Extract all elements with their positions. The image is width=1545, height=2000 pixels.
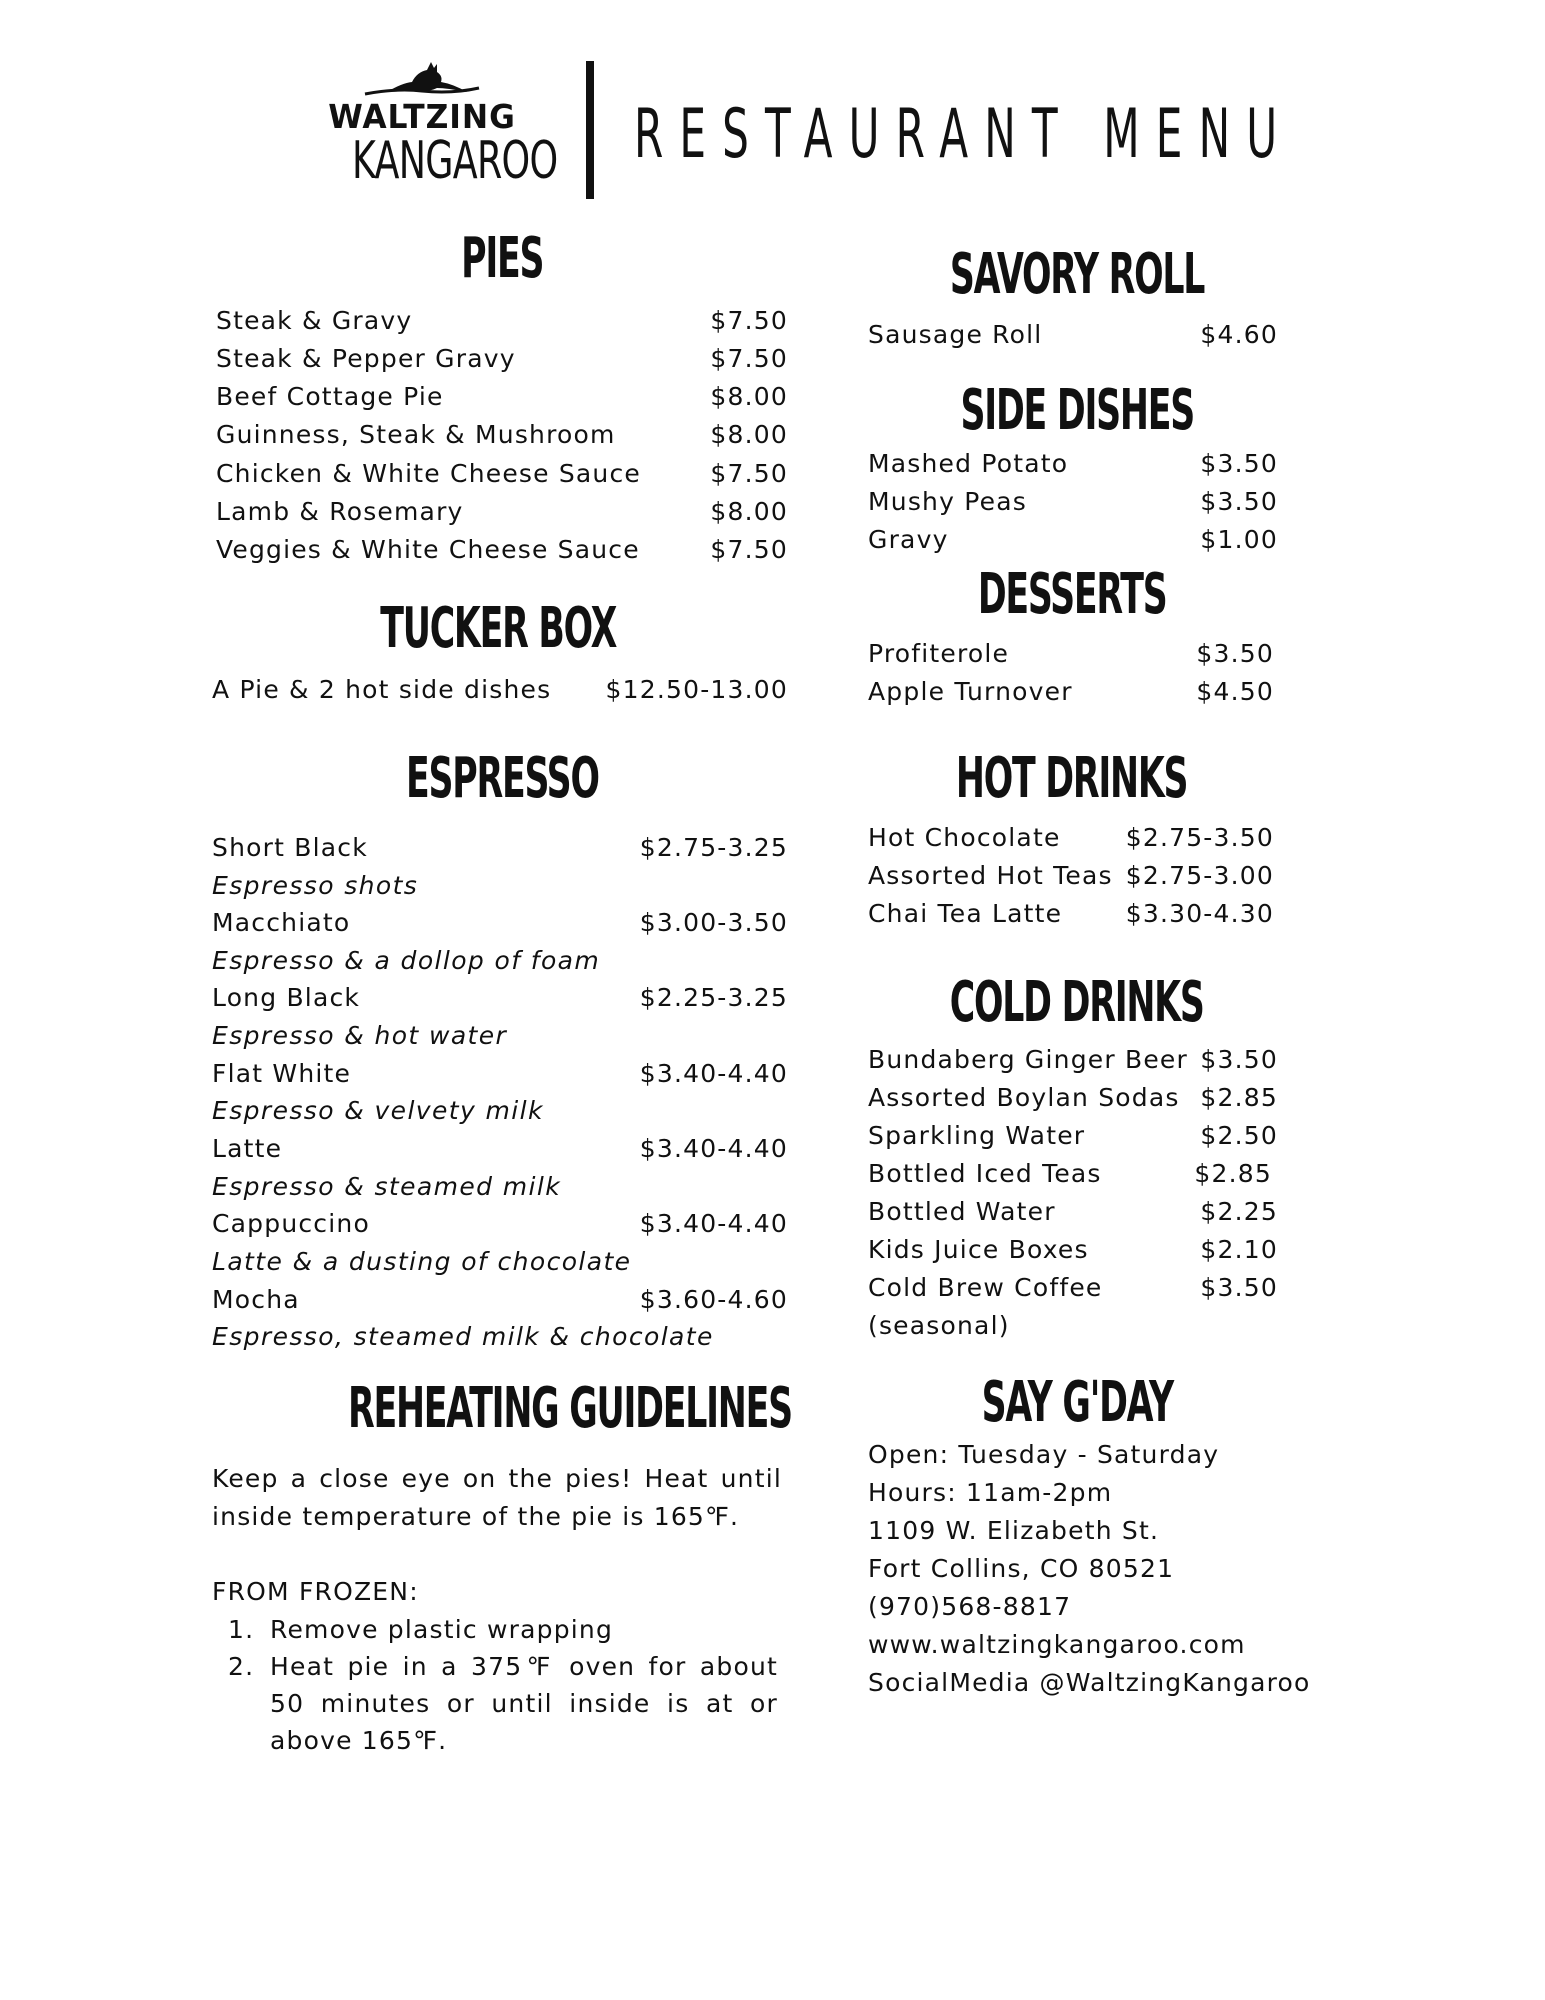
menu-item: Bottled Iced Teas $2.85 <box>868 1159 1272 1188</box>
brand-logo <box>322 58 558 191</box>
menu-item: Guinness, Steak & Mushroom $8.00 <box>216 420 788 449</box>
menu-item: Bundaberg Ginger Beer $3.50 <box>868 1045 1278 1074</box>
menu-item: Mocha $3.60-4.60 <box>212 1285 788 1314</box>
section-heading-tucker-box: TUCKER BOX <box>380 596 616 661</box>
menu-item: Flat White $3.40-4.40 <box>212 1059 788 1088</box>
menu-item-description: Espresso & steamed milk <box>212 1172 562 1201</box>
menu-item: Profiterole $3.50 <box>868 639 1274 668</box>
menu-item: Sausage Roll $4.60 <box>868 320 1278 349</box>
menu-item-description: Espresso, steamed milk & chocolate <box>212 1322 714 1351</box>
menu-item-description: Espresso & a dollop of foam <box>212 946 601 975</box>
section-heading-reheating: REHEATING GUIDELINES <box>348 1376 792 1441</box>
menu-item-description: Espresso & hot water <box>212 1021 508 1050</box>
section-heading-cold-drinks: COLD DRINKS <box>949 970 1204 1035</box>
section-heading-side-dishes: SIDE DISHES <box>960 378 1194 443</box>
reheating-step: 2. Heat pie in a 375℉ oven for about 50 minutes or until inside is at or above 165℉. <box>228 1652 778 1755</box>
info-website: www.waltzingkangaroo.com <box>868 1630 1246 1659</box>
page-title: RESTAURANT MENU <box>634 95 1294 174</box>
menu-item-description: Espresso shots <box>212 871 419 900</box>
info-hours-days: Open: Tuesday - Saturday <box>868 1440 1220 1469</box>
logo-wordmark-top: WALTZING <box>328 97 516 136</box>
menu-item: Assorted Hot Teas $2.75-3.00 <box>868 861 1274 890</box>
menu-item: Chicken & White Cheese Sauce $7.50 <box>216 459 788 488</box>
menu-item: Chai Tea Latte $3.30-4.30 <box>868 899 1274 928</box>
menu-item: Beef Cottage Pie $8.00 <box>216 382 788 411</box>
logo-wordmark-bottom: KANGAROO <box>352 131 558 191</box>
info-hours: Hours: 11am-2pm <box>868 1478 1113 1507</box>
info-phone: (970)568-8817 <box>868 1592 1072 1621</box>
section-heading-hot-drinks: HOT DRINKS <box>956 746 1188 811</box>
menu-item: Gravy $1.00 <box>868 525 1278 554</box>
menu-item: Mashed Potato $3.50 <box>868 449 1278 478</box>
info-city: Fort Collins, CO 80521 <box>868 1554 1175 1583</box>
section-heading-say-gday: SAY G'DAY <box>981 1370 1173 1435</box>
menu-item: Assorted Boylan Sodas $2.85 <box>868 1083 1278 1112</box>
menu-item: Steak & Gravy $7.50 <box>216 306 788 335</box>
menu-item: Cold Brew Coffee $3.50 <box>868 1273 1278 1302</box>
section-heading-pies: PIES <box>460 226 544 291</box>
section-heading-savory-roll: SAVORY ROLL <box>949 242 1205 307</box>
menu-item: Hot Chocolate $2.75-3.50 <box>868 823 1274 852</box>
menu-item: Cappuccino $3.40-4.40 <box>212 1209 788 1238</box>
menu-item: Kids Juice Boxes $2.10 <box>868 1235 1278 1264</box>
menu-item: Veggies & White Cheese Sauce $7.50 <box>216 535 788 564</box>
menu-item-description: Latte & a dusting of chocolate <box>212 1247 632 1276</box>
reheating-subheading: FROM FROZEN: <box>212 1577 419 1606</box>
menu-item: A Pie & 2 hot side dishes $12.50-13.00 <box>212 675 788 704</box>
header-divider <box>586 61 594 199</box>
menu-header <box>0 58 1545 208</box>
menu-item: Lamb & Rosemary $8.00 <box>216 497 788 526</box>
menu-item: Long Black $2.25-3.25 <box>212 983 788 1012</box>
menu-item: Latte $3.40-4.40 <box>212 1134 788 1163</box>
menu-item: Short Black $2.75-3.25 <box>212 833 788 862</box>
info-social: SocialMedia @WaltzingKangaroo <box>868 1668 1311 1697</box>
menu-item: Apple Turnover $4.50 <box>868 677 1274 706</box>
menu-item: Mushy Peas $3.50 <box>868 487 1278 516</box>
section-heading-desserts: DESSERTS <box>977 562 1167 627</box>
menu-item-description: Espresso & velvety milk <box>212 1096 544 1125</box>
section-heading-espresso: ESPRESSO <box>405 746 599 811</box>
menu-item: Sparkling Water $2.50 <box>868 1121 1278 1150</box>
menu-item: Steak & Pepper Gravy $7.50 <box>216 344 788 373</box>
menu-item-note: (seasonal) <box>868 1311 1010 1340</box>
menu-item: Bottled Water $2.25 <box>868 1197 1278 1226</box>
kangaroo-icon <box>357 58 487 98</box>
menu-item: Macchiato $3.00-3.50 <box>212 908 788 937</box>
reheating-intro: Keep a close eye on the pies! Heat until inside temperature of the pie is 165℉. <box>212 1464 782 1531</box>
reheating-step: 1. Remove plastic wrapping <box>228 1615 614 1644</box>
info-street-address: 1109 W. Elizabeth St. <box>868 1516 1160 1545</box>
